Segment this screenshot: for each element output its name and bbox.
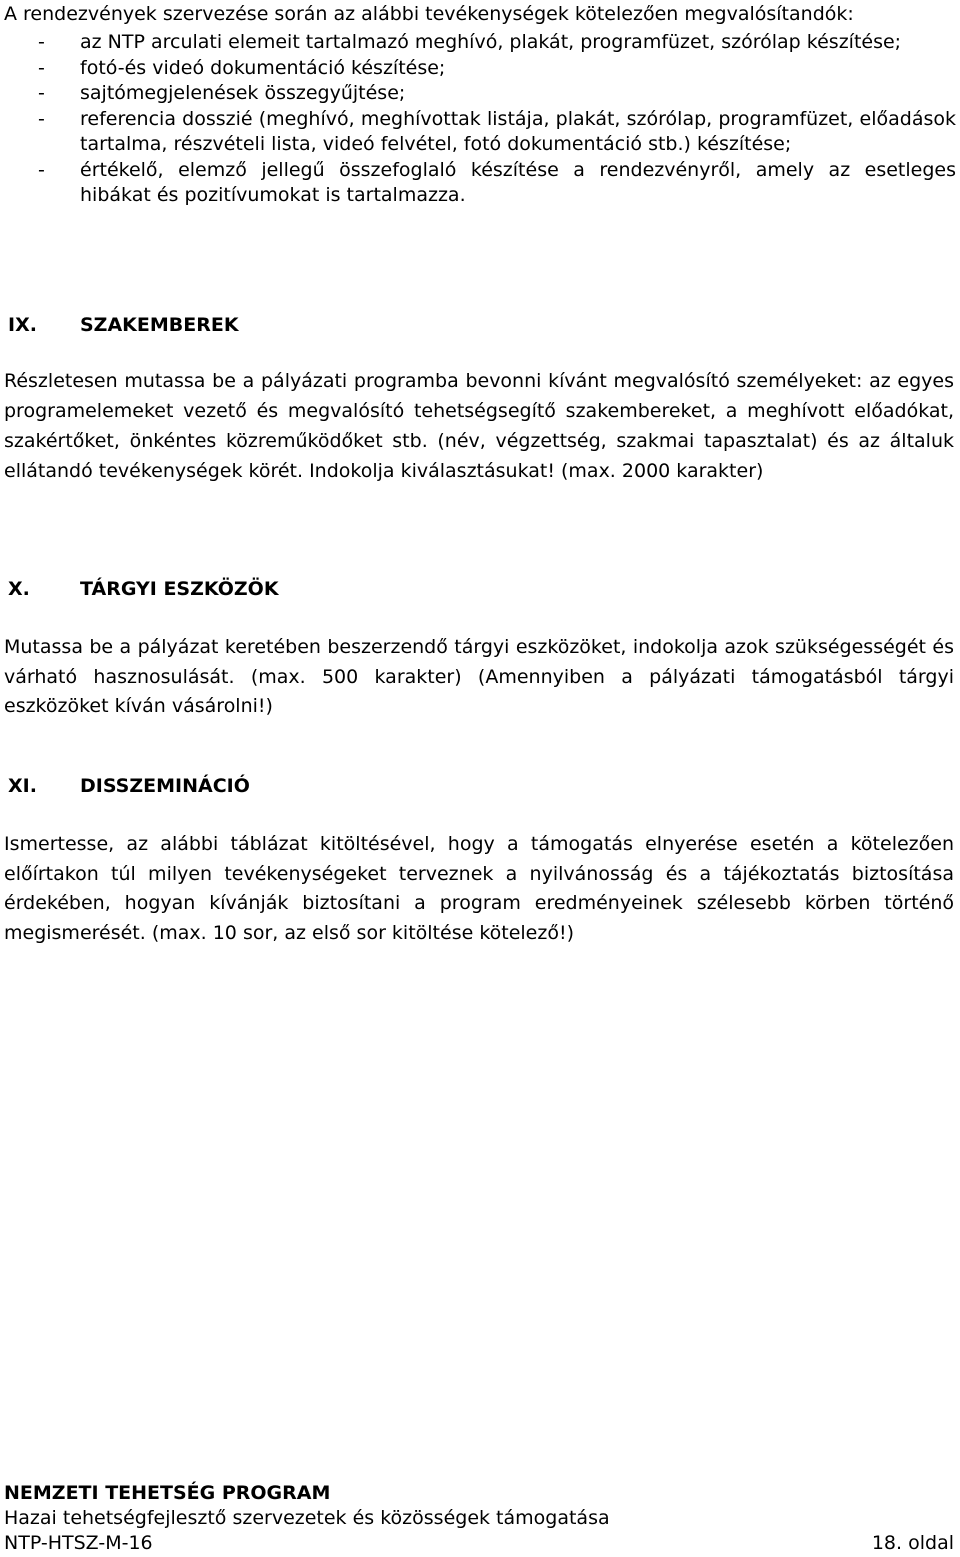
section-title: DISSZEMINÁCIÓ bbox=[80, 775, 250, 797]
footer-row bbox=[4, 1531, 954, 1556]
section-title: TÁRGYI ESZKÖZÖK bbox=[80, 578, 279, 600]
section-body-szakemberek: Részletesen mutassa be a pályázati programba bevonni kívánt megvalósító személyeket: az egyes programelemeket vezető és megvalósító tehetségsegítő szakembereket, a meghívott előadókat, szakértőket, önkéntes közreműködőket stb. (név, végzettség, szakmai tapasztalat) és az általuk ellátandó tevékenységek körét. Indokolja kiválasztásukat! (max. 2000 karakter) bbox=[4, 370, 954, 482]
section-number: X. bbox=[8, 578, 30, 600]
task-list bbox=[0, 30, 956, 209]
list-item bbox=[0, 158, 956, 209]
intro-text: A rendezvények szervezése során az alábbi tevékenységek kötelezően megvalósítandók: bbox=[4, 3, 854, 25]
list-dash: - bbox=[38, 56, 45, 79]
list-item-text: referencia dosszié (meghívó, meghívottak listája, plakát, szórólap, programfüzet, előadások tartalma, részvételi lista, videó felvétel, fotó dokumentáció stb.) készítése; bbox=[80, 107, 956, 155]
page-footer bbox=[4, 1481, 954, 1556]
list-item-text: értékelő, elemző jellegű összefoglaló készítése a rendezvényről, amely az esetleges hibákat és pozitívumokat is tartalmazza. bbox=[80, 158, 956, 206]
section-number: XI. bbox=[8, 775, 37, 797]
section-heading-szakemberek bbox=[8, 313, 239, 337]
section-body-targyi-eszkozok: Mutassa be a pályázat keretében beszerzendő tárgyi eszközöket, indokolja azok szükségességét és várható hasznosulását. (max. 500 karakter) (Amennyiben a pályázati támogatásból tárgyi eszközöket kíván vásárolni!) bbox=[4, 636, 954, 717]
section-body-disszeminacio: Ismertesse, az alábbi táblázat kitöltésével, hogy a támogatás elnyerése esetén a kötelezően előírtakon túl milyen tevékenységeket terveznek a nyilvánosság és a tájékoztatás biztosítása érdekében, hogyan kívánják biztosítani a program eredményeinek szélesebb körben történő megismerését. (max. 10 sor, az első sor kitöltése kötelező!) bbox=[4, 833, 954, 944]
list-dash: - bbox=[38, 107, 45, 130]
list-item-text: sajtómegjelenések összegyűjtése; bbox=[80, 82, 406, 104]
page-number: 18. oldal bbox=[871, 1532, 954, 1554]
list-dash: - bbox=[38, 31, 45, 53]
list-item-text: fotó-és videó dokumentáció készítése; bbox=[80, 56, 446, 79]
list-item bbox=[0, 56, 956, 82]
footer-code: NTP-HTSZ-M-16 bbox=[4, 1532, 153, 1554]
section-heading-disszeminacio bbox=[8, 774, 250, 798]
list-item bbox=[0, 30, 956, 56]
footer-subtitle: Hazai tehetségfejlesztő szervezetek és közösségek támogatása bbox=[4, 1507, 610, 1529]
list-dash: - bbox=[38, 82, 45, 104]
list-dash: - bbox=[38, 158, 45, 181]
list-item bbox=[0, 107, 956, 158]
section-title: SZAKEMBEREK bbox=[80, 314, 239, 336]
footer-program-title: NEMZETI TEHETSÉG PROGRAM bbox=[4, 1482, 331, 1504]
list-item-text: az NTP arculati elemeit tartalmazó meghívó, plakát, programfüzet, szórólap készítése; bbox=[80, 31, 902, 53]
list-item bbox=[0, 81, 956, 107]
section-heading-targyi-eszkozok bbox=[8, 577, 279, 601]
section-number: IX. bbox=[8, 314, 37, 336]
